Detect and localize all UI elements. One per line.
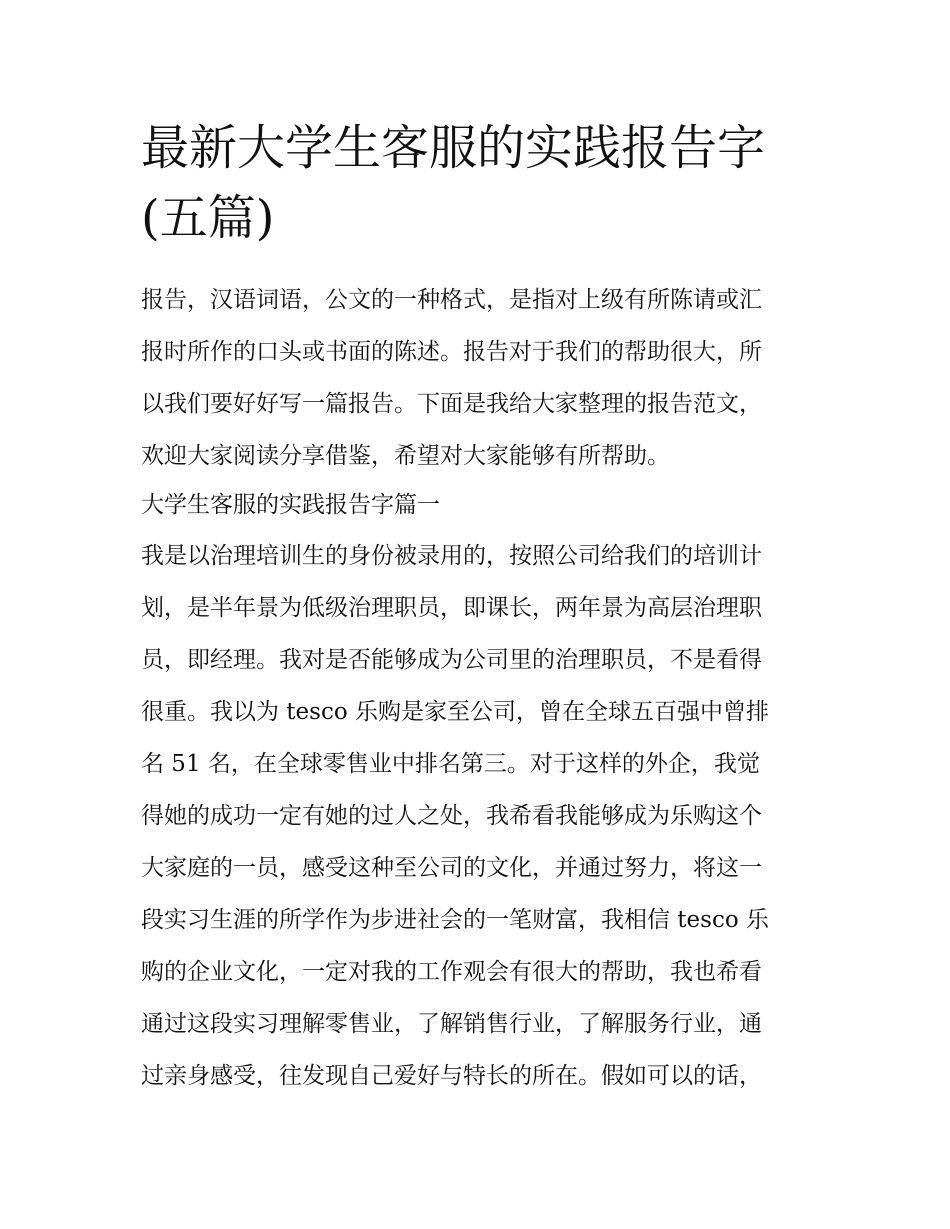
body-paragraph: [141, 530, 821, 1102]
text-line: 过亲身感受，往发现自己爱好与特长的所在。假如可以的话，: [141, 1063, 762, 1089]
text-line: 欢迎大家阅读分享借鉴，希望对大家能够有所帮助。: [141, 443, 670, 469]
text-line: 划，是半年景为低级治理职员，即课长，两年景为高层治理职: [141, 595, 762, 621]
title-line: 最新大学生客服的实践报告字: [141, 120, 766, 176]
section-heading: [141, 479, 821, 531]
section-heading-text: 大学生客服的实践报告字篇一: [141, 492, 440, 518]
text-line: 购的企业文化，一定对我的工作观会有很大的帮助，我也希看: [141, 959, 762, 985]
text-line: 名 51 名，在全球零售业中排名第三。对于这样的外企，我觉: [141, 751, 760, 777]
text-line: 段实习生涯的所学作为步进社会的一笔财富，我相信 tesco 乐: [141, 907, 770, 933]
text-line: 以我们要好好写一篇报告。下面是我给大家整理的报告范文，: [141, 391, 762, 417]
text-line: 报告，汉语词语，公文的一种格式，是指对上级有所陈请或汇: [141, 287, 762, 313]
text-line: 报时所作的口头或书面的陈述。报告对于我们的帮助很大，所: [141, 339, 762, 365]
text-line: 通过这段实习理解零售业，了解销售行业，了解服务行业，通: [141, 1011, 762, 1037]
text-line: 我是以治理培训生的身份被录用的，按照公司给我们的培训计: [141, 543, 762, 569]
title-line: (五篇): [141, 190, 275, 246]
text-line: 得她的成功一定有她的过人之处，我希看我能够成为乐购这个: [141, 803, 762, 829]
text-line: 很重。我以为 tesco 乐购是家至公司，曾在全球五百强中曾排: [141, 699, 770, 725]
document-title: [141, 113, 821, 253]
text-line: 员，即经理。我对是否能够成为公司里的治理职员，不是看得: [141, 647, 762, 673]
intro-paragraph: [141, 274, 821, 482]
text-line: 大家庭的一员，感受这种至公司的文化，并通过努力，将这一: [141, 855, 762, 881]
